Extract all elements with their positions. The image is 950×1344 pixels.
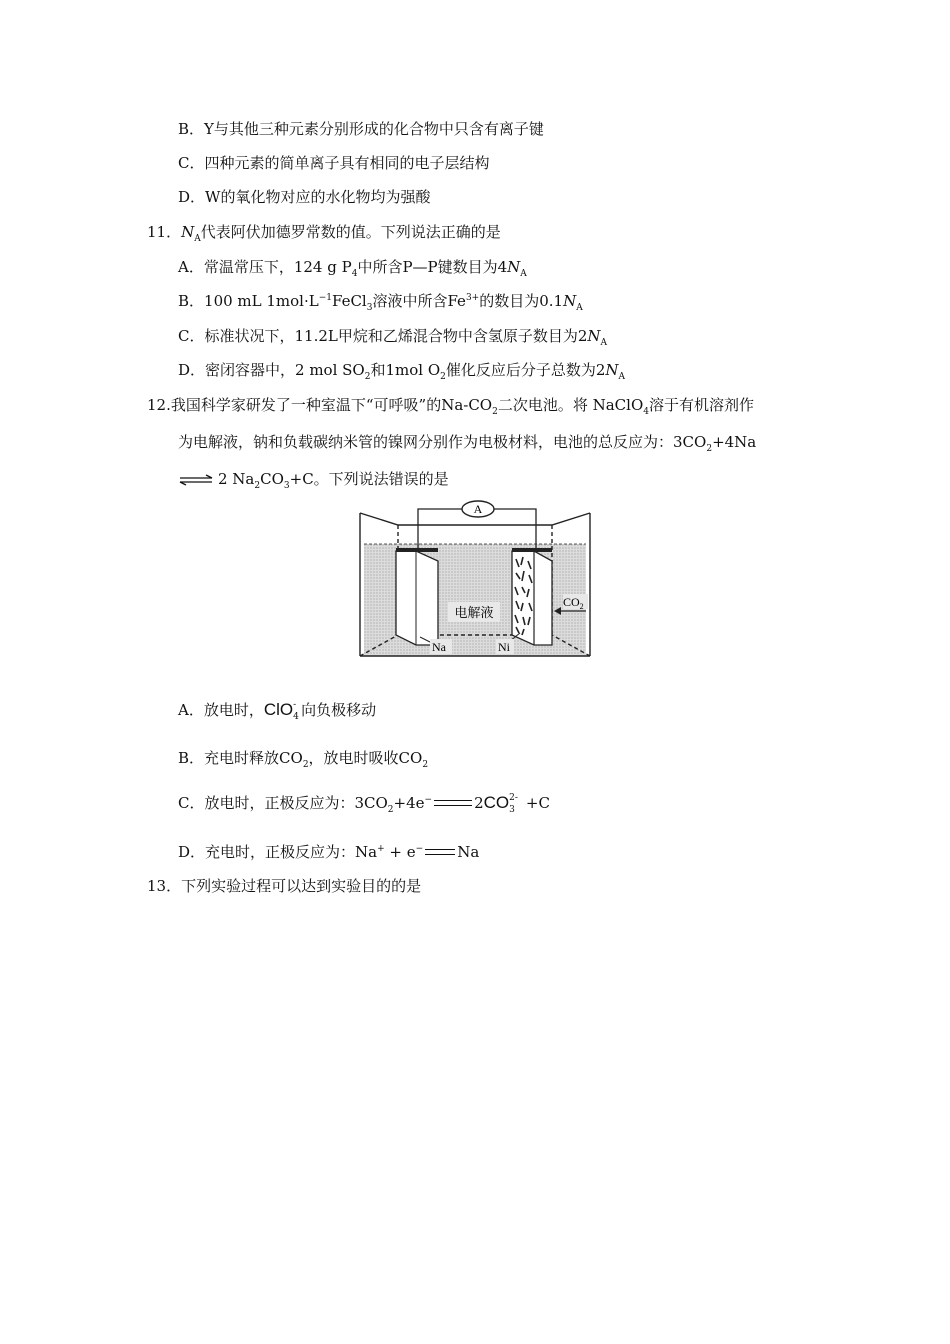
q11-option-d: D．密闭容器中，2 mol $SO_2$和1mol $O_2$催化反应后分子总数为$2N_A$ [178, 361, 626, 382]
q12-option-b: B．充电时释放$CO_2$，放电时吸收$CO_2$ [178, 749, 429, 770]
q11-option-b: B．100 mL $1mol\cdot L^{-1}FeCl_3$溶液中所含$Fe^{3+}$的数目为$0.1N_A$ [178, 292, 583, 313]
q12-option-c: C．放电时，正极反应为：$3CO_2+4e^-$ 2CO 2- 3 +C [178, 792, 550, 815]
reversible-arrow-icon [178, 474, 214, 486]
q11-stem: 11．$N_A$代表阿伏加德罗常数的值。下列说法正确的是 [147, 223, 501, 244]
q12-stem-line3: 2 $Na_2CO_3+C$。下列说法错误的是 [178, 469, 449, 489]
q10-option-c: C．四种元素的简单离子具有相同的电子层结构 [178, 154, 490, 172]
q12-option-d: D．充电时，正极反应为：Na+ + e− Na [178, 843, 480, 861]
ammeter-icon [462, 501, 494, 517]
ammeter-label: A [473, 502, 483, 516]
q11-option-a: A．常温常压下，124 g $P_4$中所含P—P键数目为$4N_A$ [178, 258, 527, 279]
co2-label: $CO_2$ [563, 595, 584, 611]
svg-text:Ni: Ni [498, 640, 510, 654]
svg-text:Na: Na [432, 640, 446, 654]
q12-stem-line1: 12.我国科学家研发了一种室温下“可呼吸”的$Na-CO_2$二次电池。将 NaClO$_4$溶于有机溶剂作 [147, 396, 755, 417]
equals-sign-icon [434, 797, 472, 811]
q10-option-b: B．Y与其他三种元素分别形成的化合物中只含有离子键 [178, 120, 544, 138]
electrolyte-label [448, 602, 500, 622]
q10-option-d: D．W的氧化物对应的水化物均为强酸 [178, 188, 431, 206]
sodium-electrode [396, 548, 438, 645]
q13-stem: 13．下列实验过程可以达到实验目的的是 [147, 877, 422, 895]
q12-stem-line2: 为电解液，钠和负载碳纳米管的镍网分别作为电极材料，电池的总反应为：$3CO_2+4Na$ [178, 433, 757, 454]
q12-option-a: A．放电时，ClO - 4 向负极移动 [178, 699, 377, 722]
svg-text:电解液: 电解液 [454, 606, 494, 621]
q11-option-c: C．标准状况下，11.2L甲烷和乙烯混合物中含氢原子数目为$2N_A$ [178, 327, 608, 348]
battery-diagram [358, 499, 592, 659]
equals-sign-icon [425, 846, 455, 860]
nickel-electrode [512, 548, 552, 645]
